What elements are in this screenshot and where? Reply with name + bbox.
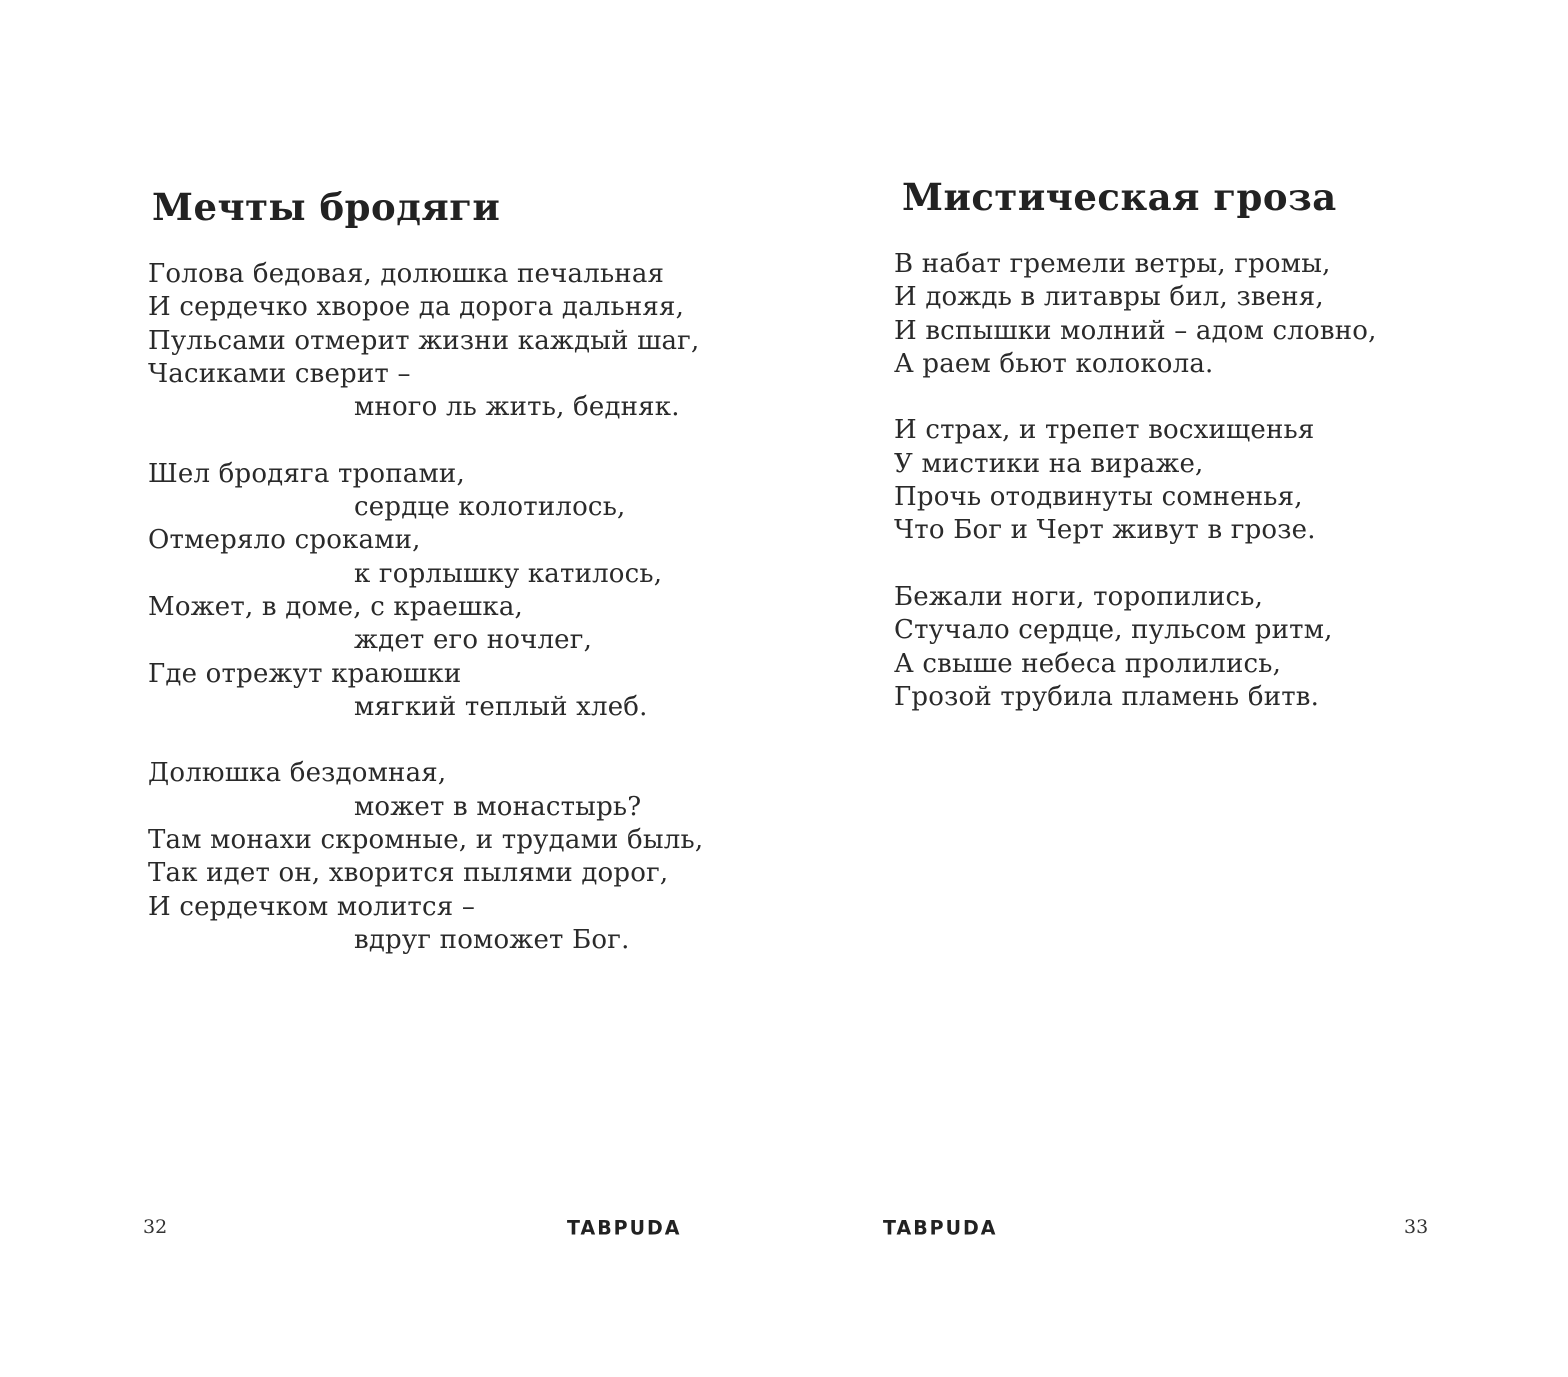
poem-line: много ль жить, бедняк.	[354, 392, 680, 423]
poem-line: Голова бедовая, долюшка печальная	[148, 259, 665, 289]
poem-line: сердце колотилось,	[354, 492, 626, 523]
right-page	[784, 0, 1568, 1377]
poem-line: Прочь отодвинуты сомненья,	[894, 482, 1303, 513]
poem-line: Долюшка бездомная,	[148, 758, 447, 789]
poem-line: Часиками сверит –	[148, 358, 411, 389]
poem-line: может в монастырь?	[354, 791, 642, 822]
poem-line: Шел бродяга тропами,	[148, 458, 465, 489]
poem-line: Грозой трубила пламень битв.	[894, 681, 1320, 712]
poem-line: У мистики на вираже,	[894, 448, 1204, 479]
publisher-logo: TABPUDA	[567, 1216, 682, 1240]
poem-title: Мистическая гроза	[902, 175, 1337, 219]
poem-line: Что Бог и Черт живут в грозе.	[894, 515, 1316, 546]
poem-line: мягкий теплый хлеб.	[354, 691, 648, 722]
poem-line: к горлышку катилось,	[354, 558, 663, 589]
poem-line: Бежали ноги, торопились,	[894, 581, 1264, 612]
poem-line: Отмеряло сроками,	[148, 525, 421, 556]
poem-line: И страх, и трепет восхищенья	[894, 415, 1315, 446]
stanza-break	[148, 424, 703, 457]
poem-line: Где отрежут краюшки	[148, 658, 462, 689]
poem-line: И сердечко хворое да дорога дальняя,	[148, 292, 685, 323]
poem-line: Там монахи скромные, и трудами быль,	[148, 825, 704, 856]
poem-line: И вспышки молний – адом словно,	[894, 315, 1377, 346]
poem-line: А раем бьют колокола.	[894, 348, 1214, 379]
poem-line: Так идет он, хворится пылями дорог,	[148, 858, 669, 889]
poem-body	[894, 248, 1377, 714]
poem-line: В набат гремели ветры, громы,	[894, 249, 1331, 279]
poem-line: вдруг поможет Бог.	[354, 924, 630, 955]
poem-line: Стучало сердце, пульсом ритм,	[894, 615, 1333, 646]
page-number: 33	[1404, 1216, 1429, 1238]
poem-body	[148, 258, 703, 957]
poem-line: А свыше небеса пролились,	[894, 648, 1282, 679]
page-number: 32	[143, 1216, 168, 1238]
poem-line: ждет его ночлег,	[354, 625, 593, 656]
poem-line: Может, в доме, с краешка,	[148, 591, 523, 622]
poem-line: И дождь в литавры бил, звеня,	[894, 282, 1324, 313]
stanza-break	[148, 724, 703, 757]
poem-line: Пульсами отмерит жизни каждый шаг,	[148, 325, 700, 356]
poem-title: Мечты бродяги	[152, 185, 501, 229]
publisher-logo: TABPUDA	[883, 1216, 998, 1240]
poem-line: И сердечком молится –	[148, 891, 476, 922]
stanza-break	[894, 548, 1377, 581]
stanza-break	[894, 381, 1377, 414]
